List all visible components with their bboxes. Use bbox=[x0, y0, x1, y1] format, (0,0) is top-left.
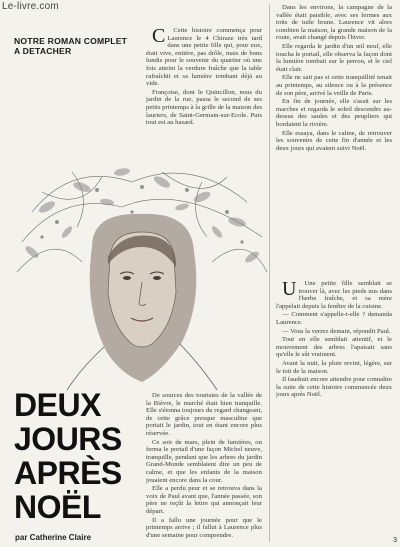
kicker-line: A DETACHER bbox=[14, 46, 72, 56]
paragraph: Ce soir de mars, plein de lumières, on ferma le portail d'une façon Michel neuve, tranquille, pendant que les arbres du jardin Grand-Monde semblaient dire un peu de calme, et que les enfants de la maison jouaient encore dans la cour. bbox=[146, 438, 262, 484]
paragraph: — Comment s'appelle-t-elle ? demanda Laurence. bbox=[276, 311, 392, 326]
source-watermark: Le-livre.com bbox=[2, 1, 59, 12]
paragraph: C Cette histoire commença pour Laurence le 4 Chiraze très tard dans une petite fille qui, pour eux, était vive, entière, pas drôle, mais de bons lundis pour le souvenir du quartier où une fois atteint la verdure fraîche que la table rafraîchit et sa lumière tombant déjà au vide. bbox=[146, 27, 262, 88]
paragraph: De sources des touristes de la vallée de la Bièvre, le marché était bien tranquille. Elle s'étonna toujours du regard changeant, de cette grâce presque masculine que portait le jardin, tout en étant encore plus réservée. bbox=[146, 392, 262, 437]
paragraph: Avant la nuit, la pluie revint, légère, sur le toit de la maison. bbox=[276, 359, 392, 375]
paragraph: Il faudrait encore attendre pour connaître la suite de cette histoire commencée deux jours après Noël. bbox=[276, 376, 392, 399]
paragraph: Elle regarda le jardin d'un œil neuf, elle toucha le portail, elle observa la façon dont la lumière tombait sur le perron, et le ciel était clair. bbox=[276, 42, 392, 73]
section-kicker bbox=[14, 36, 132, 56]
title-line: JOURS bbox=[14, 421, 122, 457]
kicker-line: NOTRE ROMAN COMPLET bbox=[14, 36, 128, 46]
title-line: NOËL bbox=[14, 489, 101, 525]
paragraph: Elle ne sait pas si cette tranquillité tenait au printemps, au silence ou à la présence de son père, arrivé la veille de Paris. bbox=[276, 74, 392, 97]
paragraph: Il a fallu une journée pour que le printemps arrive ; il fallut à Laurence plus d'une semaine pour comprendre. bbox=[146, 516, 262, 539]
text-column-2 bbox=[146, 392, 262, 542]
text-column-3 bbox=[276, 4, 392, 276]
title-line: APRÈS bbox=[14, 455, 122, 491]
paragraph: — Vous la verrez demain, répondit Paul. bbox=[282, 327, 391, 335]
text-column-1 bbox=[146, 27, 262, 129]
story-title bbox=[14, 388, 144, 524]
paragraph: Dans les environs, la campagne de la vallée était paisible, avec ses fermes aux toits de tuile brune. Laurence vit alors combien la maison, la grande maison de la route, avait changé depuis l'hiver. bbox=[276, 4, 392, 42]
paragraph: Tout en elle semblait attentif, et le mouvement des arbres l'apaisait sans qu'elle le sût vraiment. bbox=[276, 336, 392, 359]
paragraph: Françoise, dont le Quincillon, nous du jardin de la rue, passa le second de ses petits printemps à la grille de la maison des lauriers, de Saint-Germain-sur-Ecole. Puis tout est au hasard. bbox=[146, 88, 262, 127]
paragraph: Elle essaya, dans le calme, de retrouver les souvenirs de cette fin d'année et les deux jours qui avaient suivi Noël. bbox=[276, 129, 392, 152]
paragraph: U Une petite fille semblait se trouver là, avec les pieds nus dans l'herbe fraîche, et sa mère l'appelait depuis la fenêtre de la cuisine. bbox=[276, 280, 392, 310]
byline: par Catherine Claire bbox=[15, 533, 92, 542]
paragraph: Elle a perdu peur et se retrouva dans la voix de Paul avant que, l'année passée, son père ne reçût la lettre qui annonçait leur départ. bbox=[146, 485, 262, 515]
text-column-4 bbox=[276, 280, 392, 542]
page-number: 3 bbox=[393, 537, 397, 544]
woman-portrait-illustration bbox=[12, 152, 272, 390]
title-line: DEUX bbox=[14, 387, 101, 423]
paragraph: En fin de journée, elle s'assit sur les marches et regarda le soleil descendre au-dessus des saules et des peupliers qui bordaient la rivière. bbox=[276, 98, 392, 128]
